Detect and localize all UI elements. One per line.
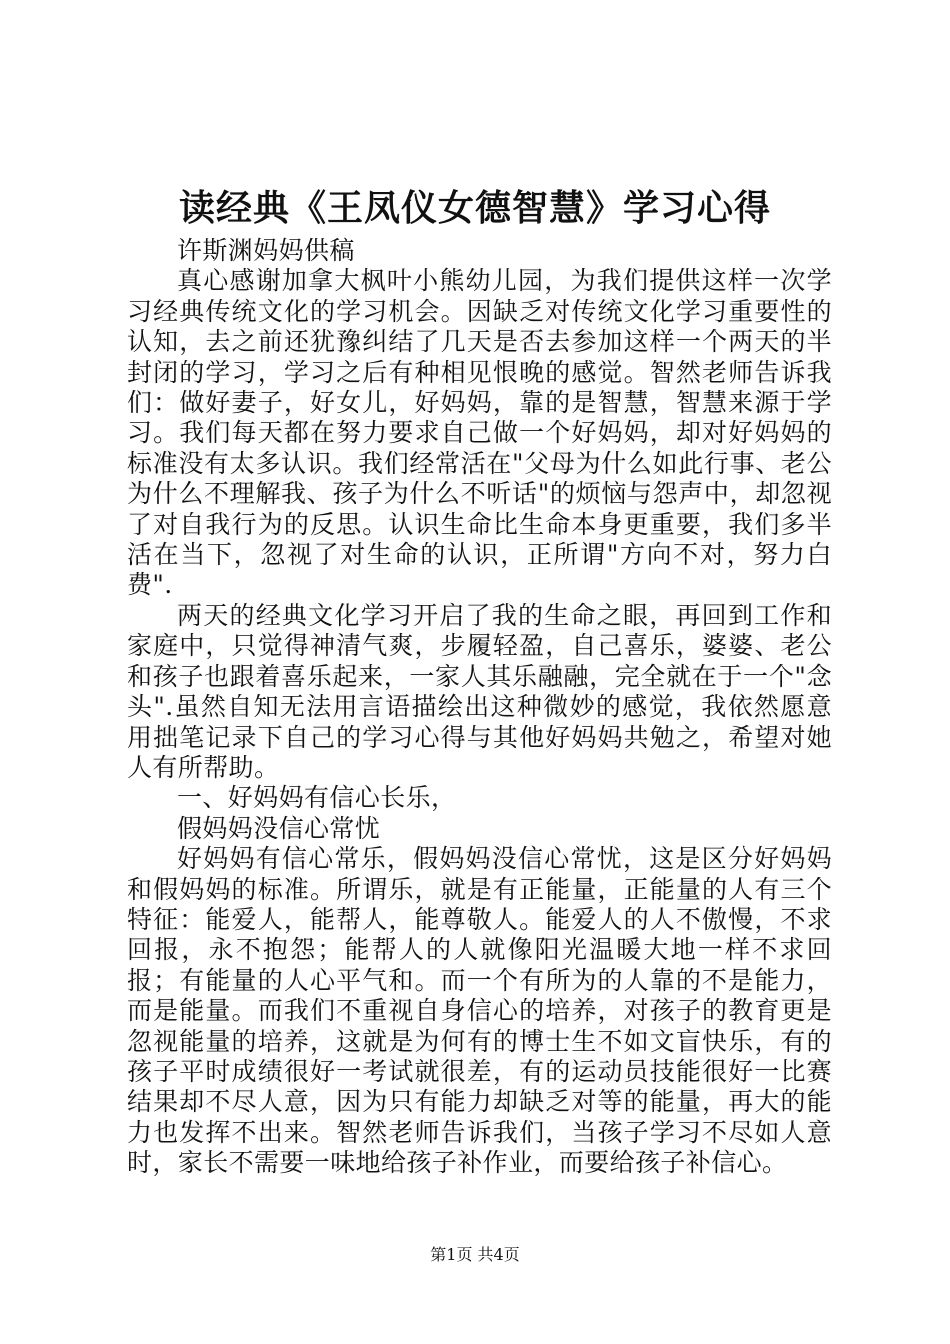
section-heading: 一、好妈妈有信心长乐， — [177, 783, 457, 813]
paragraph: 真心感谢加拿大枫叶小熊幼儿园，为我们提供这样一次学习经典传统文化的学习机会。因缺乏对传统文化学习重要性的认知，去之前还犹豫纠结了几天是否去参加这样一个两天的半封闭的学习，学习之后有种相见恨晚的感觉。智然老师告诉我们：做好妻子，好女儿，好妈妈，靠的是智慧，智慧来源于学习。我们每天都在努力要求自己做一个好妈妈，却对好妈妈的标准没有太多认识。我们经常活在"父母为什么如此行事、老公为什么不理解我、孩子为什么不听话"的烦恼与怨声中，却忽视了对自我行为的反思。认识生命比生命本身更重要，我们多半活在当下，忽视了对生命的认识，正所谓"方向不对，努力白费". — [127, 266, 832, 600]
page-number: 第1页 共4页 — [430, 1245, 520, 1264]
document-title: 读经典《王凤仪女德智慧》学习心得 — [178, 187, 771, 229]
document-body — [127, 236, 832, 1179]
author-line: 许斯渊妈妈供稿 — [177, 236, 355, 265]
paragraph: 好妈妈有信心常乐，假妈妈没信心常忧，这是区分好妈妈和假妈妈的标准。所谓乐，就是有正能量，正能量的人有三个特征：能爱人，能帮人，能尊敬人。能爱人的人不傲慢，不求回报，永不抱怨；能帮人的人就像阳光温暖大地一样不求回报；有能量的人心平气和。而一个有所为的人靠的不是能力，而是能量。而我们不重视自身信心的培养，对孩子的教育更是忽视能量的培养，这就是为何有的博士生不如文盲快乐，有的孩子平时成绩很好一考试就很差，有的运动员技能很好一比赛结果却不尽人意，因为只有能力却缺乏对等的能量，再大的能力也发挥不出来。智然老师告诉我们，当孩子学习不尽如人意时，家长不需要一味地给孩子补作业，而要给孩子补信心。 — [127, 844, 832, 1178]
paragraph: 两天的经典文化学习开启了我的生命之眼，再回到工作和家庭中，只觉得神清气爽，步履轻盈，自己喜乐，婆婆、老公和孩子也跟着喜乐起来，一家人其乐融融，完全就在于一个"念头".虽然自知无法用言语描绘出这种微妙的感觉，我依然愿意用拙笔记录下自己的学习心得与其他好妈妈共勉之，希望对她人有所帮助。 — [127, 600, 832, 782]
section-heading: 假妈妈没信心常忧 — [177, 813, 381, 843]
